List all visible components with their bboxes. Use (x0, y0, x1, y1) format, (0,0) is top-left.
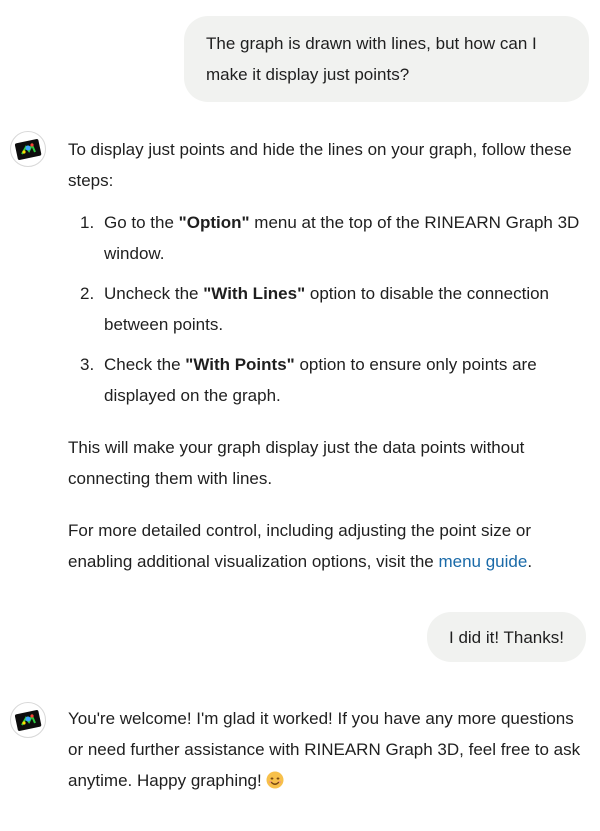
user-message-text: I did it! Thanks! (449, 627, 564, 647)
steps-list (68, 207, 588, 411)
step-option-name: "With Points" (185, 355, 295, 374)
user-message-text: The graph is drawn with lines, but how can I make it display just points? (206, 34, 537, 84)
menu-guide-link[interactable]: menu guide (438, 552, 528, 571)
step-number: 2. (80, 284, 95, 303)
user-message-bubble (427, 612, 586, 662)
step-text: option to ensure only points are displayed on the graph. (104, 355, 537, 405)
smiling-face-emoji-icon (266, 771, 284, 789)
step-number: 3. (80, 355, 95, 374)
step-text: Uncheck the (104, 284, 204, 303)
step-item (80, 207, 588, 269)
step-option-name: "Option" (178, 213, 250, 232)
step-text: menu at the top of the RINEARN Graph 3D window. (104, 213, 580, 263)
assistant-avatar-icon (10, 702, 46, 738)
user-message-bubble (184, 16, 589, 102)
step-number: 1. (80, 213, 95, 232)
assistant-reply-text (68, 703, 588, 796)
assistant-reply-body: You're welcome! I'm glad it worked! If you have any more questions or need further assistance with RINEARN Graph 3D, feel free to ask anytime. Happy graphing! (68, 709, 581, 790)
assistant-more-info (68, 515, 588, 577)
assistant-message (68, 134, 588, 577)
more-info-period: . (527, 552, 533, 571)
step-text: option to disable the connection between points. (104, 284, 549, 334)
step-option-name: "With Lines" (203, 284, 306, 303)
assistant-intro-text: To display just points and hide the lines on your graph, follow these steps: (68, 140, 572, 190)
step-text: Go to the (104, 213, 179, 232)
assistant-avatar-icon (10, 131, 46, 167)
assistant-outcome-text: This will make your graph display just the data points without connecting them with lines. (68, 438, 525, 488)
step-text: Check the (104, 355, 186, 374)
step-item (80, 278, 588, 340)
assistant-message (68, 703, 588, 796)
step-item (80, 349, 588, 411)
more-info-text: For more detailed control, including adjusting the point size or enabling additional visualization options, visit the (68, 521, 532, 571)
